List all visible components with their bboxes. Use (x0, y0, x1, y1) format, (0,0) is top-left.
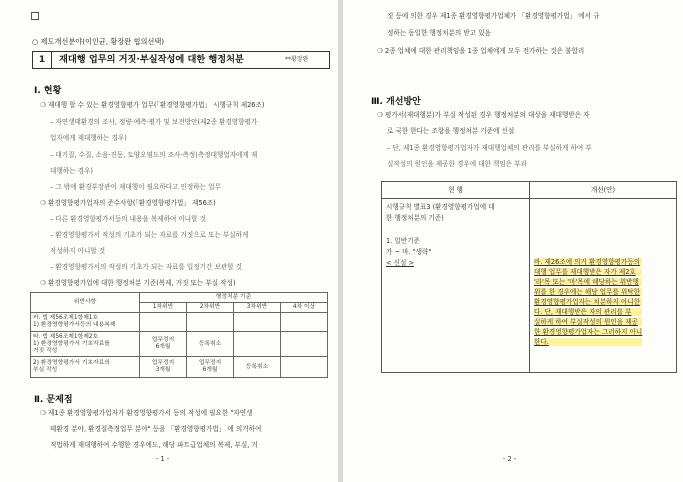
document-title: 재대행 업무의 거짓·부실작성에 대한 행정처분 (59, 54, 244, 65)
proposed-line: 실하게 하여 부실작성의 원인을 제공 (534, 318, 642, 326)
text-line: – 단, 제1종 환경영향평가업자가 재대행업체의 관리를 부실하게 하여 부 (387, 144, 592, 152)
text-line: – 환경영향평가서 작성의 기초가 되는 자료를 거짓으로 또는 부실하게 (50, 231, 249, 239)
disposition-criteria-table (30, 292, 328, 378)
text-line: 작성하지 아니할 것 (50, 247, 106, 255)
page-number: - 1 - (156, 455, 170, 463)
title-number: 1 (33, 52, 52, 68)
table-header-criteria: 행정처분 기준 (140, 293, 328, 303)
table-cell (234, 332, 281, 357)
proposed-line: 다. 단, 재대행받은 자의 관리를 부 (534, 308, 642, 316)
section-3-heading: Ⅲ. 개선방안 (371, 97, 421, 107)
text-line: – 다른 환경영향평가서등의 내용을 복제하여 이나할 것 (50, 215, 207, 223)
table-cell (281, 332, 328, 357)
proposed-line: 바. 제26조에 의거 환경영향평가등의 (534, 258, 642, 266)
table-cell (281, 357, 328, 378)
text-line: – 그 밖에 환경부장관이 재대행이 필요하다고 인정하는 업무 (50, 183, 221, 191)
current-line: 시행규칙 별표3 (환경영향평가업에 대 (386, 203, 495, 211)
category-line: ○ 제도개선분야(이인균, 황장완 협의선택) (32, 37, 165, 46)
text-line: 로 국한 한다는 조항을 행정처분 기준에 신설 (387, 127, 515, 135)
table-header-col: 1차위반 (140, 303, 187, 313)
header-current: 현 행 (382, 182, 530, 199)
corner-checkbox-icon (31, 12, 39, 20)
table-row (31, 313, 328, 332)
text-line: ❍ 평가서(재대행분)가 부실 작성된 경우 행정처분의 대상을 재대행받은 자 (377, 111, 590, 119)
document-page-1 (0, 0, 338, 482)
text-line: – 환경영향평가서의 작성의 기초가 되는 자료를 일정기간 보관할 것 (50, 263, 243, 271)
proposed-line: 한다. (534, 338, 642, 346)
table-row (31, 332, 328, 357)
current-line: 1. 일반기준 (386, 237, 420, 245)
table-cell: 등록취소 (234, 357, 281, 378)
text-line: 짓 등에 의한 경우 제1종 환경영향평가업체가 「환경영향평가법」 에서 규 (387, 12, 600, 20)
column-divider (529, 199, 530, 372)
table-cell (281, 313, 328, 332)
table-row (31, 357, 328, 378)
header-proposed: 개선(안) (530, 182, 676, 199)
text-line: ❍ 재대행 할 수 있는 환경영향평가 업무(「환경영향평가법」 시행규칙 제26조) (40, 101, 265, 109)
proposed-text (534, 258, 642, 346)
section-2-heading: Ⅱ. 문제점 (34, 395, 73, 405)
table-header-col: 3차위반 (234, 303, 281, 313)
proposed-line: 환경영향평가업자는 처분하지 아니한 (534, 298, 642, 306)
table-cell (187, 313, 234, 332)
table-header-col: 2차위반 (187, 303, 234, 313)
table-cell: 업무정지 6개월 (187, 357, 234, 378)
proposed-line: 위를 한 경우에는 해당 업무를 위탁한 (534, 288, 642, 296)
table-header-col: 4차 이상 (281, 303, 328, 313)
table-cell: 등록취소 (187, 332, 234, 357)
current-line: < 신설 > (386, 259, 414, 267)
proposed-line: 대행 업무를 재대행받은 자가 제2호 (534, 268, 642, 276)
table-cell (234, 313, 281, 332)
current-line: 가 ~ 마. "생략" (386, 248, 432, 256)
row-label: 타. 법 제56조제1항제2호 1) 환경영향평가서 기초자료를 거짓 작성 (31, 332, 140, 357)
text-line: – 대기질, 수질, 소음·진동, 토양오염도의 조사·측정(측정대행업자에게 재 (50, 151, 258, 159)
text-line: ❍ 제1종 환경영향평가업자가 환경영향평가서 등의 작성에 필요한 "자연생 (40, 409, 253, 417)
text-line: 적법하게 재대행하여 수행한 경우에도, 해당 파트급업체의 복제, 부실, 거 (50, 441, 258, 449)
text-line: ❍ 환경영향평가업자의 준수사항(「환경영향평가법」 제56조) (40, 199, 216, 207)
row-label: 2) 환경영향평가서 기초자료의 부실 작성 (31, 357, 140, 378)
table-cell: 업무정지 3개월 (140, 357, 187, 378)
table-header-violation: 위반사항 (31, 293, 140, 313)
text-line: 업자에게 재대행하는 경우) (50, 134, 127, 142)
title-box (32, 51, 330, 69)
page-number: - 2 - (503, 455, 517, 463)
row-label: 카. 법 제56조제1항제1호 1) 환경영향평가서등의 내용복제 (31, 313, 140, 332)
title-author: **황장완 (285, 56, 309, 63)
section-1-heading: Ⅰ. 현황 (34, 86, 62, 96)
text-line: 대행하는 경우) (50, 167, 93, 175)
current-line: 한 행정처분의 기준) (386, 214, 444, 222)
table-cell: 업무정지 6개월 (140, 332, 187, 357)
proposed-line: '라'목 또는 '마'목에 해당하는 위반행 (534, 278, 642, 286)
table-cell (140, 313, 187, 332)
text-line: ❍ 2종 업체에 대한 관리책임을 1종 업체에게 모두 전가하는 것은 불합리 (377, 47, 585, 55)
text-line: – 자연생태환경의 조사, 정량·예측·평가 및 보전방안(제2종 환경영향평가 (50, 118, 258, 126)
text-line: 정하는 동일한 행정처분의 받고 있음 (387, 29, 491, 37)
document-page-2 (343, 0, 683, 482)
proposed-line: 한 환경영향평가업자는 그러하지 아니 (534, 328, 643, 336)
text-line: ❍ 환경영향평가업에 대한 행정처분 기준(복제, 거짓 또는 부실 작성) (40, 279, 236, 287)
text-line: 실작성의 원인을 제공한 경우에 대한 책임은 부과 (387, 160, 527, 168)
comparison-table (381, 181, 677, 373)
text-line: 태환경 분야, 환경질측정업무 분야" 등을 「환경영향평가법」 에 의거하여 (50, 425, 262, 433)
